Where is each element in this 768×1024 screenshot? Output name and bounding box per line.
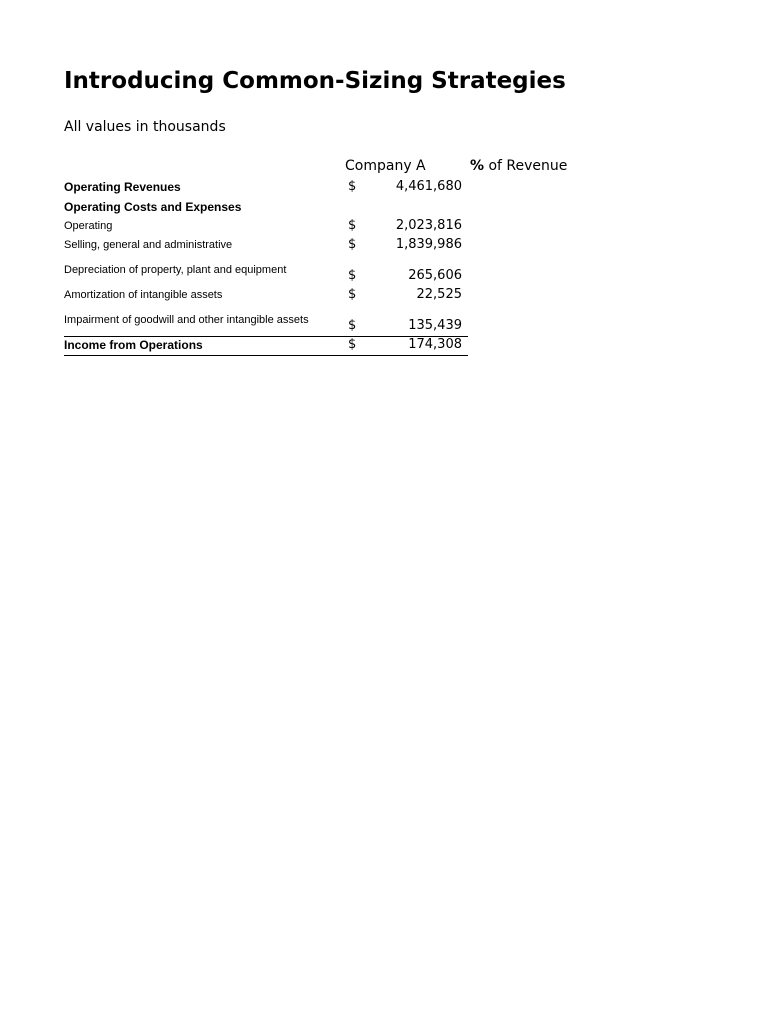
row-label: Income from Operations [64,338,203,352]
table-row-depreciation [64,262,468,288]
table-row-amortization [64,286,468,306]
row-amount: 1,839,986 [395,237,462,252]
row-amount: 135,439 [408,318,462,333]
column-header-percent-of-revenue [470,158,567,174]
row-currency: $ [348,268,357,283]
row-currency: $ [348,337,357,352]
row-amount: 265,606 [408,268,462,283]
row-label: Depreciation of property, plant and equipment [64,264,287,276]
row-divider-bottom [64,355,468,356]
row-currency: $ [348,318,357,333]
row-currency: $ [348,218,357,233]
row-label: Operating Costs and Expenses [64,200,242,214]
table-row-operating-revenues [64,178,468,198]
row-label: Operating Revenues [64,180,181,194]
row-label: Operating [64,220,113,232]
column-header-company-a: Company A [345,158,426,174]
row-label: Amortization of intangible assets [64,289,223,301]
page-subtitle: All values in thousands [64,119,226,135]
page-title: Introducing Common-Sizing Strategies [64,68,566,94]
table-row-income-from-operations [64,337,468,357]
row-amount: 2,023,816 [395,218,462,233]
table-row-operating-costs-header [64,198,468,218]
row-currency: $ [348,237,357,252]
row-amount: 22,525 [416,287,462,302]
column-header-percent-text: of Revenue [484,158,568,174]
row-label: Impairment of goodwill and other intangible assets [64,314,309,326]
row-amount: 174,308 [408,337,462,352]
table-row-impairment [64,312,468,336]
row-label: Selling, general and administrative [64,239,233,251]
row-amount: 4,461,680 [395,179,462,194]
row-currency: $ [348,179,357,194]
column-header-percent-symbol: % [470,158,485,174]
table-row-sga [64,236,468,256]
row-currency: $ [348,287,357,302]
table-row-operating [64,217,468,237]
